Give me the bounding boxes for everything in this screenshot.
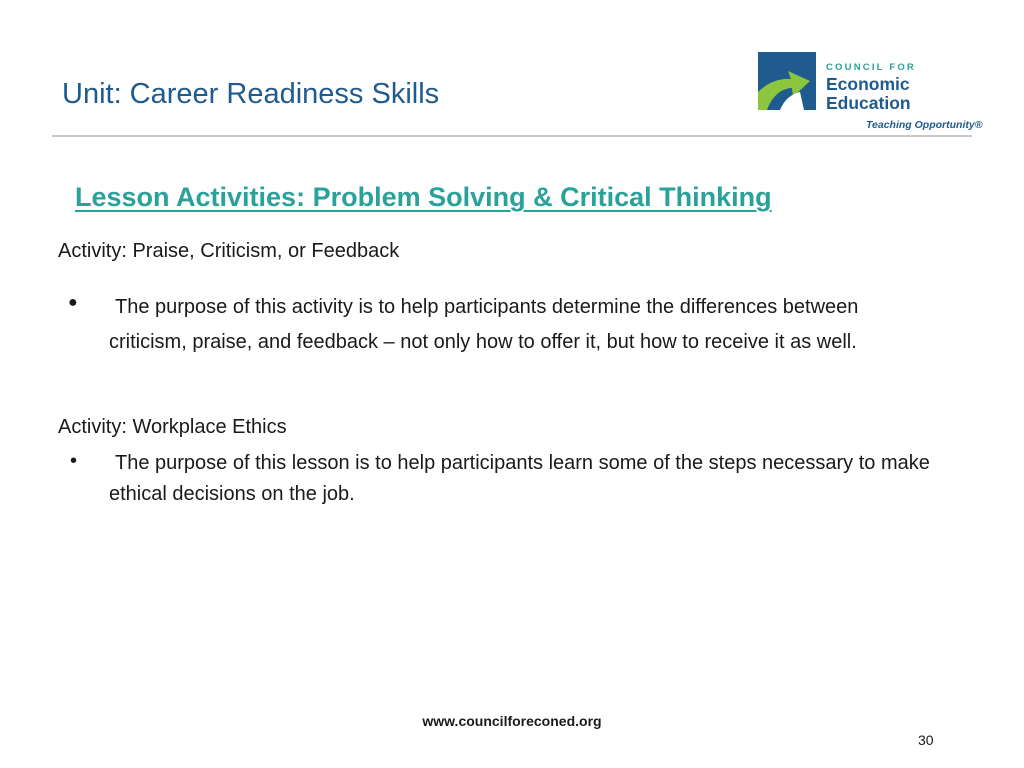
bullet-text-ethics-content: The purpose of this lesson is to help participants learn some of the steps necessary to make ethical decisions on the job.: [109, 452, 930, 505]
bullet-text-praise-content: The purpose of this activity is to help participants determine the differences between criticism, praise, and feedback – not only how to offer it, but how to receive it as well.: [109, 296, 859, 353]
activity-label-praise: Activity: Praise, Criticism, or Feedback: [58, 240, 400, 262]
logo-education-text: Education: [826, 93, 911, 113]
footer-url: www.councilforeconed.org: [422, 713, 602, 729]
logo-mark-icon: [758, 52, 816, 110]
activity-label-ethics: Activity: Workplace Ethics: [58, 416, 287, 438]
council-for-economic-education-logo: [758, 52, 983, 136]
header-divider: [52, 135, 972, 137]
logo-economic-text: Economic: [826, 74, 910, 94]
lesson-heading: Lesson Activities: Problem Solving & Critical Thinking: [75, 182, 772, 212]
logo-council-for-text: COUNCIL FOR: [826, 62, 916, 73]
unit-title: Unit: Career Readiness Skills: [62, 78, 440, 110]
bullet-marker: ●: [68, 294, 78, 311]
bullet-text-praise: [109, 290, 939, 360]
logo-tagline: Teaching Opportunity®: [866, 119, 983, 131]
bullet-text-ethics: [109, 448, 939, 510]
bullet-marker: •: [70, 450, 78, 472]
page-number: 30: [918, 732, 934, 748]
